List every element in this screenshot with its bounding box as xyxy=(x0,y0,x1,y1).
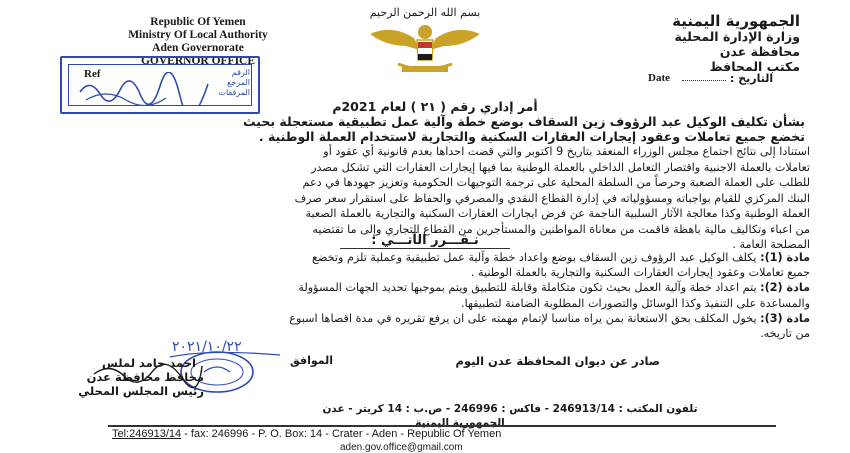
header-arabic xyxy=(590,14,800,74)
basmala: بسم الله الرحمن الرحيم xyxy=(369,6,481,19)
date-label-ar: التاريخ : xyxy=(730,72,774,85)
footer-contact-ar: تلفون المكتب : 246913/14 - فاكس : 246996 - ص.ب : 14 كريتر - عدن xyxy=(322,403,698,415)
header-ar-line4: مكتب المحافظ xyxy=(709,59,800,74)
preamble-line: استنادا إلى نتائج اجتماع مجلس الوزراء المنعقد بتاريخ 9 اكتوبر والتي قضت احداها بعدم قانونية أي عقود أو xyxy=(323,145,810,158)
signature-icon xyxy=(78,360,205,398)
signer-title: محافظ محافظة عدن xyxy=(86,370,204,384)
articles-list xyxy=(118,250,810,341)
order-subject xyxy=(150,114,805,144)
header-ar-line2: وزارة الإدارة المحلية xyxy=(674,29,800,44)
header-en-line1: Republic Of Yemen xyxy=(150,16,246,28)
signer-name: احمد حامد لملس xyxy=(102,356,196,370)
header-ar-line1: الجمهورية اليمنية xyxy=(672,12,800,30)
preamble-line: تعاملات بالعملة الاجنبية واقتصار التعامل الداخلي بالعملة الوطنية بما فيها إيجارات العقارات التي تشكل مصدر xyxy=(311,160,810,174)
date-dotted-line xyxy=(682,80,726,81)
footer-email: aden.gov.office@gmail.com xyxy=(340,442,463,453)
footer-country-ar: الجمهورية اليمنية xyxy=(415,417,505,429)
decision-heading: نـقـــرر الآتـــي : xyxy=(330,233,520,248)
footer-divider xyxy=(108,425,776,427)
preamble-line: العملة الوطنية وكذا معالجة الآثار السلبية الناجمة عن فرض ايجارات العقارات السكنية والتجارية بالعملة الصعبة xyxy=(305,207,810,220)
date-label-en: Date xyxy=(648,72,670,84)
article-1: مادة (1): يكلف الوكيل عبد الرؤوف زين السقاف بوضع واعداد خطة وآلية عمل تطبيقية وعملية تلزم وتخضع xyxy=(312,251,810,264)
order-title: أمر إداري رقم ( ٢١ ) لعام 2021م xyxy=(332,99,538,114)
article-3-cont: من تاريخه. xyxy=(760,327,810,341)
issued-statement: صادر عن ديوان المحافظة عدن اليوم xyxy=(455,354,660,368)
subject-line: بشأن تكليف الوكيل عبد الرؤوف زين السقاف بوضع خطة وآلية عمل تطبيقية مستعجلة بحيث xyxy=(243,114,805,129)
reference-stamp xyxy=(60,56,260,114)
eagle-emblem-icon xyxy=(362,20,488,76)
corresponding-label: الموافق xyxy=(290,354,334,367)
article-1-cont: جميع تعاملات وعقود إيجارات العقارات السكنية والتجارية بالعملة الوطنية . xyxy=(470,266,810,280)
preamble-line: البنك المركزي للقيام بواجباته ومسؤولياته في إدارة القطاع النقدي والمصرفي والحفاظ على استقرار سعر صرف xyxy=(294,191,810,205)
header-en-line3: Aden Governorate xyxy=(152,42,244,54)
svg-text:٢٠٢١/١٠/٢٢: ٢٠٢١/١٠/٢٢ xyxy=(172,339,242,355)
subject-line: تخضع جميع تعاملات وعقود إيجارات العقارات السكنية والتجارية لاستخدام العملة الوطنية . xyxy=(258,129,805,144)
article-3: مادة (3): يخول المكلف بحق الاستعانة بمن يراه مناسبا لإتمام مهمته على ان يرفع تقريره في مدة اقصاها اسبوع xyxy=(289,311,810,325)
article-2: مادة (2): يتم اعداد خطة وآلية العمل بحيث تكون متكاملة وقابلة للتطبيق ويتم بموجبها تحديد الجهات المسؤولة xyxy=(298,281,810,295)
preamble-line: المصلحة العامة . xyxy=(732,238,810,251)
header-ar-line3: محافظة عدن xyxy=(719,44,800,59)
preamble-line: من اعباء وتكاليف مالية باهظة فاقمت من معاناة المواطنين والمستأجرين من القطاع التجاري وإلى ما تقتضيه xyxy=(312,222,810,236)
footer-contact-en xyxy=(112,428,772,440)
preamble-line: للطلب على العملة الصعبة وحرصاً من السلطة المحلية على ترجمة التوجيهات الحكومية وتعزيز جهودها في دعم xyxy=(302,176,810,189)
header-en-line4: GOVERNOR OFFICE xyxy=(140,55,256,67)
ref-label: Ref xyxy=(84,68,101,80)
header-en-line2: Ministry Of Local Authority xyxy=(128,29,268,41)
article-2-cont: والمساعدة على التنفيذ وكذا الوسائل والتصورات المطلوبة الضامنة لتطبيقها. xyxy=(461,296,810,310)
stamp-labels: الرقم المرجع المرفقات xyxy=(218,68,250,97)
footer-details: - fax: 246996 - P. O. Box: 14 - Crater - Aden - Republic Of Yemen xyxy=(181,428,502,440)
footer-tel: Tel:246913/14 xyxy=(112,428,182,440)
signer-title2: رئيس المجلس المحلي xyxy=(78,384,204,398)
